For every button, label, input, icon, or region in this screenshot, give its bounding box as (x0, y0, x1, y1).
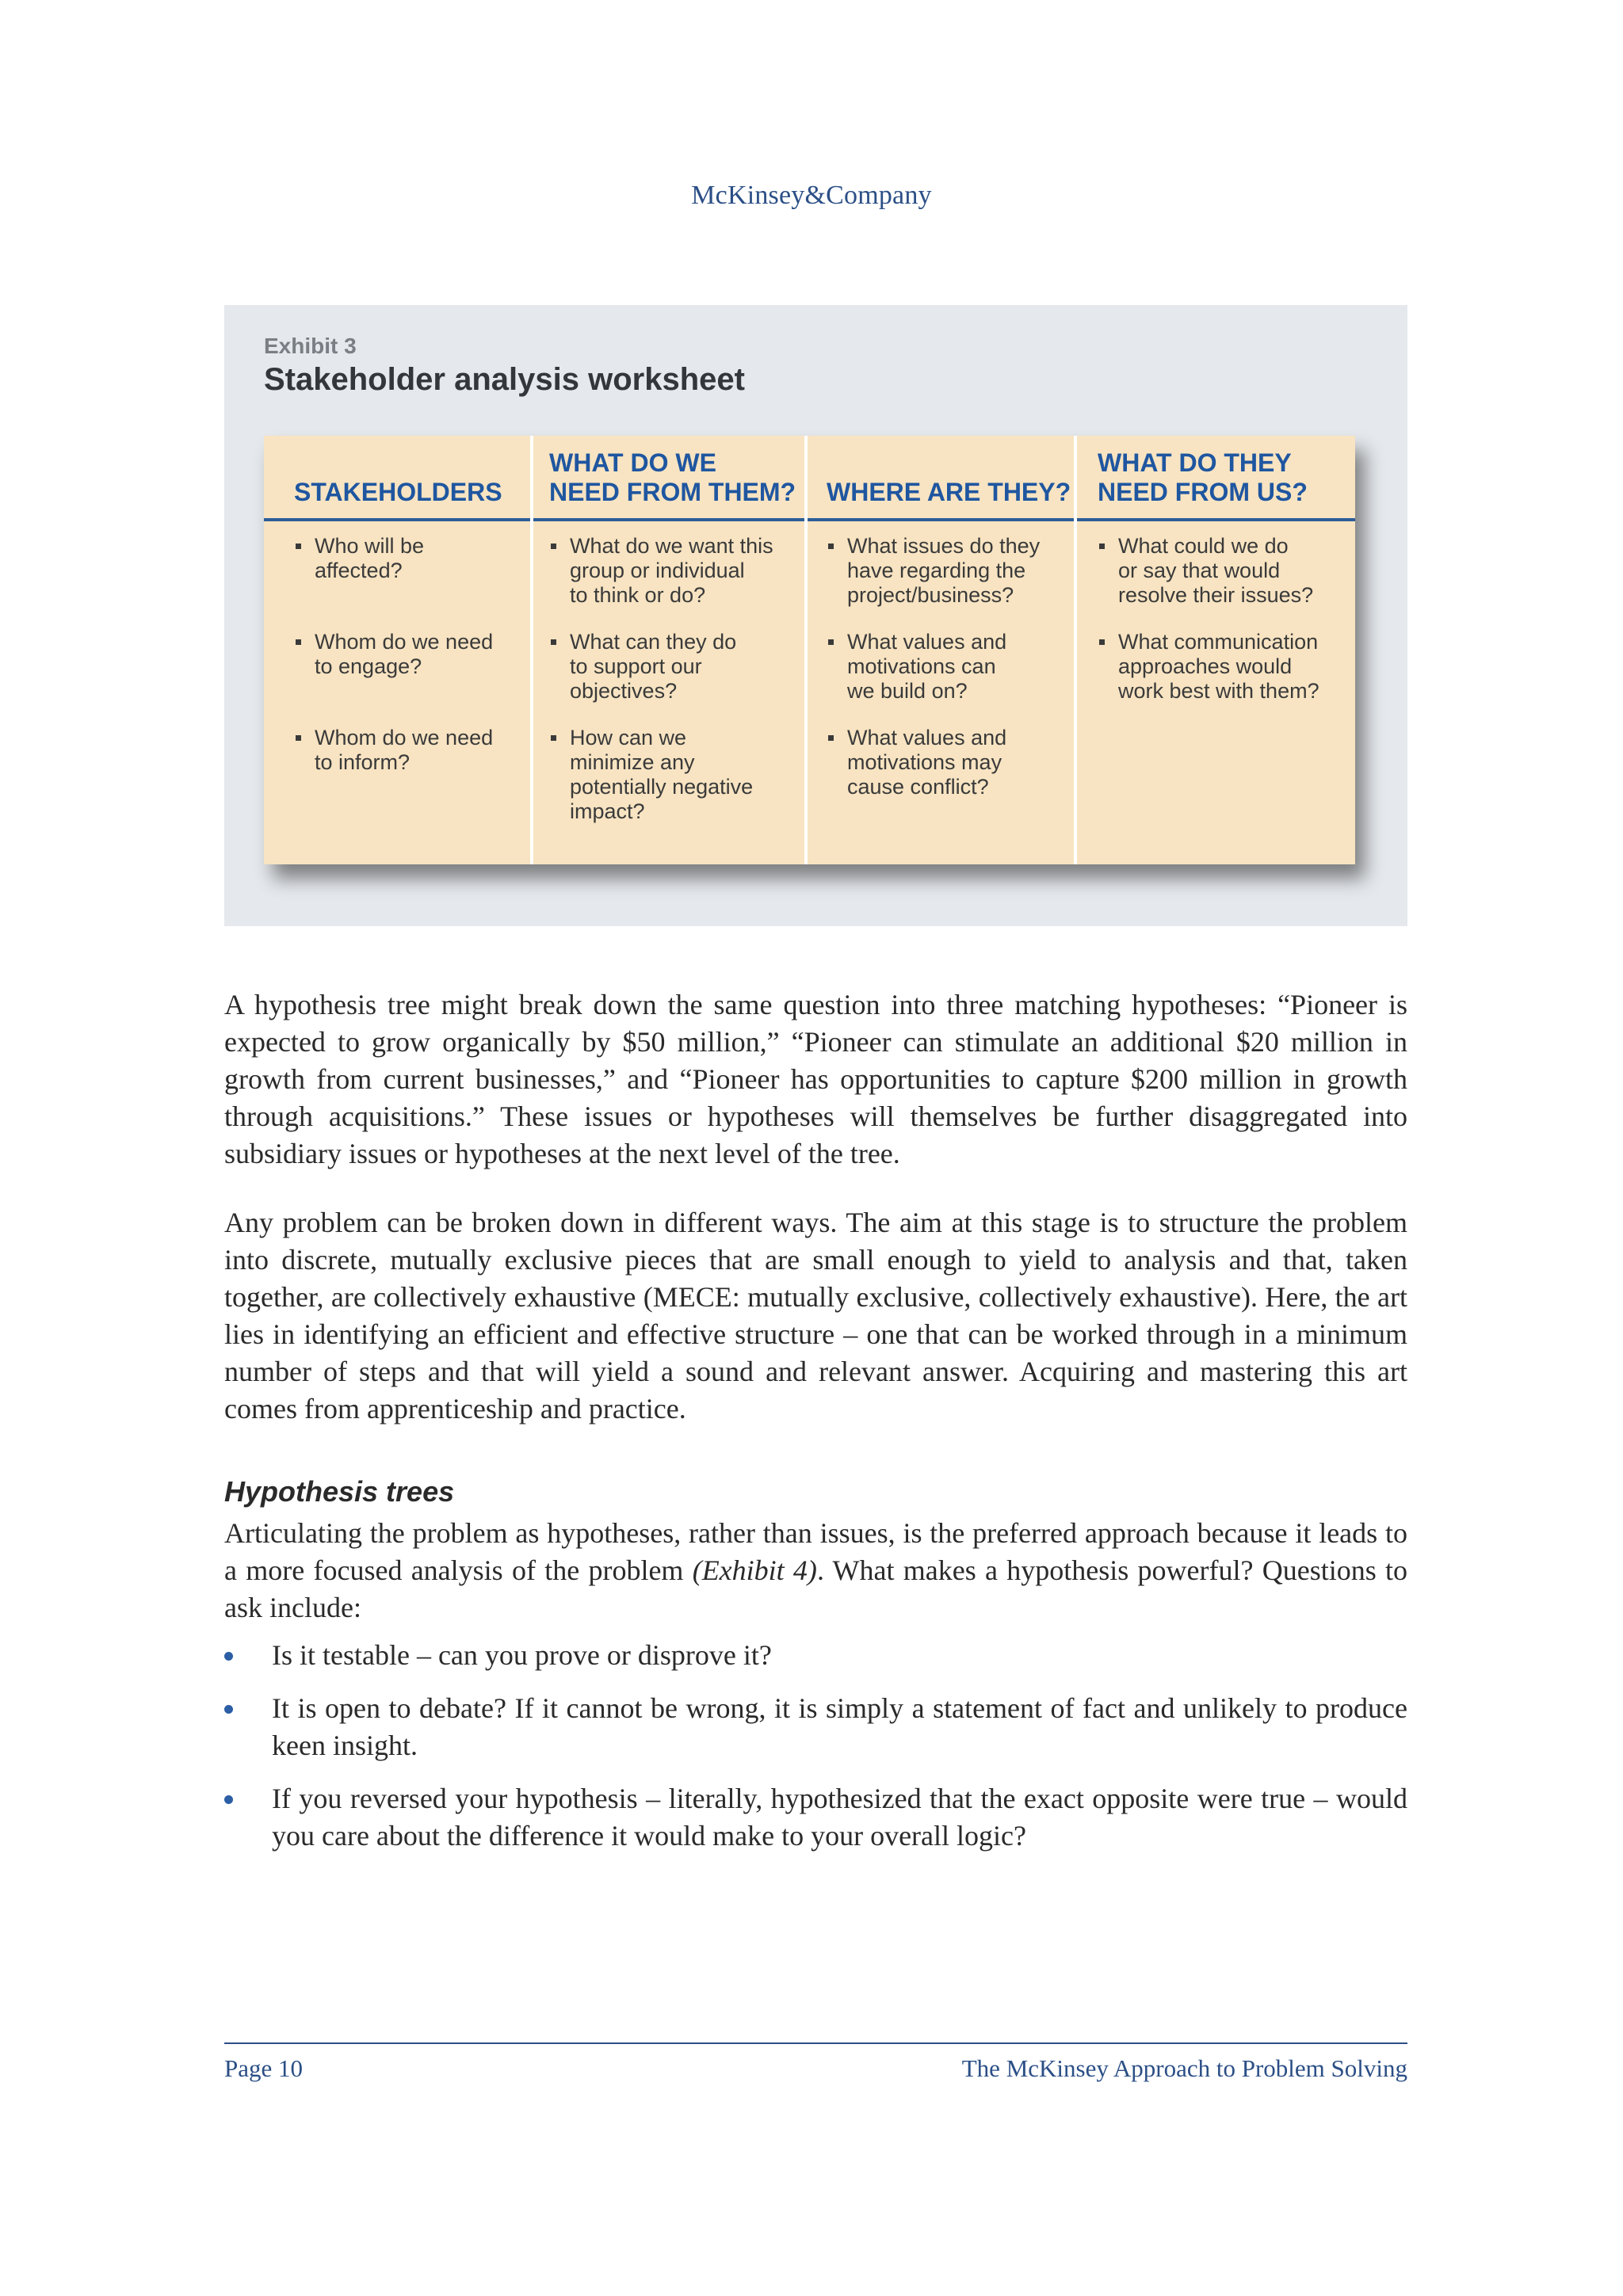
paragraph-hypothesis-tree: A hypothesis tree might break down the same question into three matching hypotheses: “Pioneer is expected to grow organically by $50 million,” “Pioneer can stimulate an additional $20 million in growth from current businesses,” and “Pioneer has opportunities to capture $200 million in growth through acquisitions.” These issues or hypotheses will themselves be further disaggregated into subsidiary issues or hypotheses at the next level of the tree. (224, 989, 1407, 1169)
column-heading: WHAT DO THEY NEED FROM US? (1098, 448, 1308, 506)
bullet-text: It is open to debate? If it cannot be wrong, it is simply a statement of fact and unlikely to produce keen insight. (272, 1692, 1407, 1761)
paragraph-text: . What makes a hypothesis powerful? Questions to ask include: (224, 1554, 1408, 1623)
column-stakeholders (264, 436, 530, 864)
column-header (533, 436, 804, 521)
bullet-text: If you reversed your hypothesis – literally, hypothesized that the exact opposite were true – would you care about the difference it would make to your overall logic? (272, 1783, 1407, 1852)
list-item: How can we minimize any potentially negative impact? (549, 726, 796, 824)
list-item: What values and motivations may cause conflict? (827, 726, 1069, 799)
paragraph-hypothesis-approach (224, 1515, 1407, 1627)
paragraph-text: Articulating the problem as hypotheses, rather than issues, is the preferred approach because it leads to a more focused analysis of the problem (224, 1517, 1407, 1586)
bullet-icon (224, 1705, 233, 1714)
stakeholder-worksheet (264, 436, 1355, 864)
footer-divider (224, 2042, 1407, 2044)
list-item: What communication approaches would work best with them? (1098, 630, 1347, 704)
exhibit-reference: (Exhibit 4) (692, 1554, 817, 1586)
column-what-they-need (1074, 436, 1355, 864)
column-heading: WHERE ARE THEY? (827, 478, 1071, 506)
list-item: What do we want this group or individual to think or do? (549, 534, 796, 608)
column-header (1077, 436, 1355, 521)
page-number: Page 10 (224, 2054, 304, 2082)
column-heading: STAKEHOLDERS (294, 478, 502, 506)
exhibit-title: Stakeholder analysis worksheet (264, 362, 745, 397)
bullet-icon (224, 1652, 233, 1661)
paragraph-problem-structure: Any problem can be broken down in different ways. The aim at this stage is to structure the problem into discrete, mutually exclusive pieces that are small enough to yield to analysis and that, taken together, are collectively exhaustive (MECE: mutually exclusive, collectively exhaustive). Here, the art lies in identifying an efficient and effective structure – one that can be worked through in a minimum number of steps and that will yield a sound and relevant answer. Acquiring and mastering this art comes from apprenticeship and practice. (224, 1207, 1407, 1425)
exhibit-panel (224, 305, 1407, 926)
column-heading: WHAT DO WE NEED FROM THEM? (549, 448, 796, 506)
column-header (264, 436, 530, 521)
list-item: What values and motivations can we build on? (827, 630, 1069, 704)
list-item: Whom do we need to inform? (294, 726, 522, 775)
column-header (808, 436, 1077, 521)
list-item: What can they do to support our objectives? (549, 630, 796, 704)
footer-title: The McKinsey Approach to Problem Solving (961, 2054, 1407, 2082)
bullet-icon (224, 1795, 233, 1804)
bullet-text: Is it testable – can you prove or disprove it? (272, 1639, 772, 1671)
subheading-hypothesis-trees: Hypothesis trees (224, 1475, 455, 1508)
list-item: Whom do we need to engage? (294, 630, 522, 679)
column-what-we-need (530, 436, 804, 864)
column-where-are-they (804, 436, 1077, 864)
exhibit-label: Exhibit 3 (264, 334, 357, 358)
brand-logo: McKinsey&Company (691, 181, 932, 210)
list-item: Who will be affected? (294, 534, 522, 583)
list-item: What could we do or say that would resolve their issues? (1098, 534, 1347, 608)
list-item: What issues do they have regarding the project/business? (827, 534, 1069, 608)
